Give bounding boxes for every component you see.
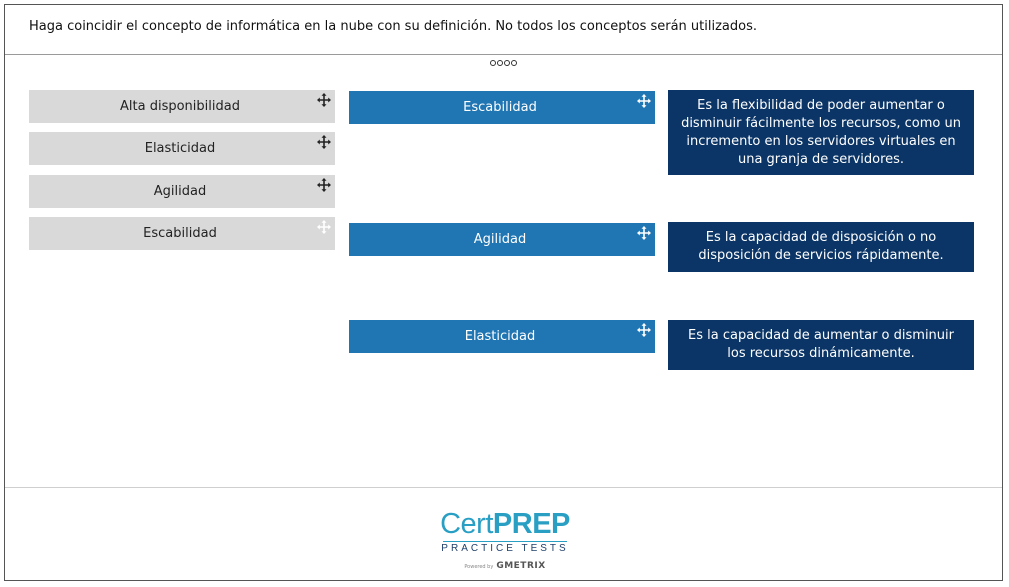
question-frame <box>4 4 1003 581</box>
placed-concept-agilidad[interactable] <box>349 223 655 256</box>
logo-wordmark <box>435 509 575 539</box>
move-icon[interactable] <box>317 135 331 149</box>
logo-subtitle: PRACTICE TESTS <box>441 543 569 554</box>
source-concept-elasticidad[interactable] <box>29 132 335 165</box>
definition-text: Es la capacidad de aumentar o disminuir los recursos dinámicamente. <box>688 328 954 361</box>
page-dot[interactable] <box>497 60 503 66</box>
concept-label: Escabilidad <box>463 100 537 115</box>
placed-concept-elasticidad[interactable] <box>349 320 655 353</box>
definition-text: Es la flexibilidad de poder aumentar o disminuir fácilmente los recursos, como un incremento en los servidores virtuales en una granja de servidores. <box>681 97 961 167</box>
question-text: Haga coincidir el concepto de informática en la nube con su definición. No todos los conceptos serán utilizados. <box>29 19 757 34</box>
logo-bold-text: PREP <box>492 508 570 540</box>
placed-concept-escabilidad[interactable] <box>349 91 655 124</box>
page-indicator <box>5 60 1002 72</box>
concept-label: Elasticidad <box>144 141 216 156</box>
page-dot[interactable] <box>490 60 496 66</box>
concept-label: Escabilidad <box>143 226 217 241</box>
page-dot[interactable] <box>504 60 510 66</box>
page-dot[interactable] <box>511 60 517 66</box>
certprep-logo <box>435 509 575 572</box>
footer <box>5 495 1002 580</box>
concept-label: Elasticidad <box>464 329 536 344</box>
move-icon[interactable] <box>637 226 651 240</box>
definition-box <box>668 222 974 272</box>
question-header <box>5 5 1002 55</box>
matching-area <box>5 75 1002 488</box>
logo-light-text: Cert <box>440 508 493 540</box>
powered-by <box>435 561 575 572</box>
source-concept-alta-disponibilidad[interactable] <box>29 90 335 123</box>
powered-by-label: Powered by <box>464 564 494 570</box>
concept-label: Alta disponibilidad <box>120 99 240 114</box>
concept-label: Agilidad <box>153 184 207 199</box>
move-icon[interactable] <box>317 178 331 192</box>
definition-text: Es la capacidad de disposición o no disposición de servicios rápidamente. <box>698 230 944 263</box>
logo-divider <box>443 541 567 542</box>
move-icon[interactable] <box>637 94 651 108</box>
definition-box <box>668 320 974 370</box>
source-concept-agilidad[interactable] <box>29 175 335 208</box>
source-concept-escabilidad[interactable] <box>29 217 335 250</box>
gmetrix-brand: GMETRIX <box>496 561 546 571</box>
definition-box <box>668 90 974 175</box>
move-icon[interactable] <box>317 93 331 107</box>
move-icon[interactable] <box>637 323 651 337</box>
concept-label: Agilidad <box>473 232 527 247</box>
move-icon[interactable] <box>317 220 331 234</box>
